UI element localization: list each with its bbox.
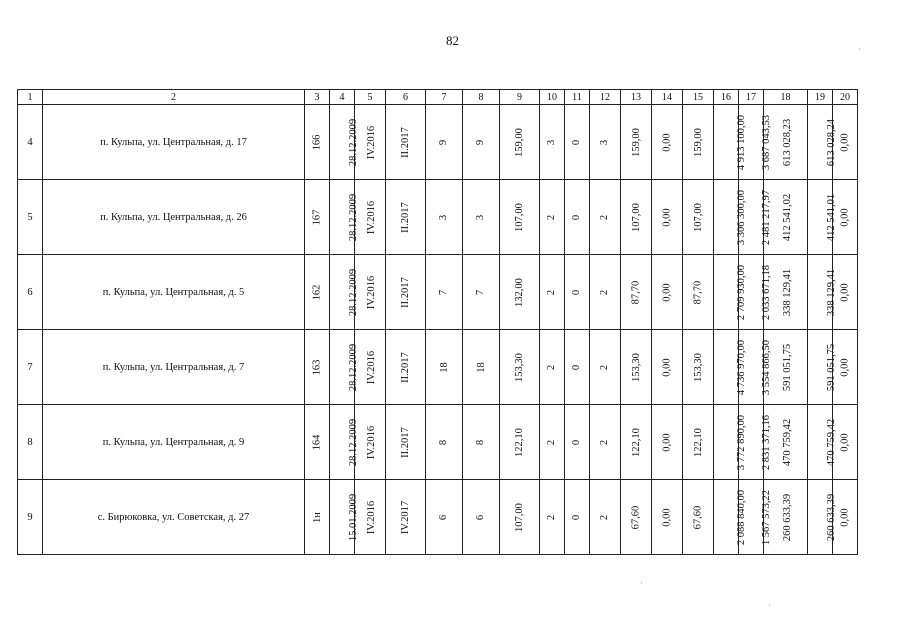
- table-cell: [355, 105, 386, 180]
- table-row: [18, 255, 858, 330]
- table-cell: [330, 255, 360, 330]
- cell-value: 3: [475, 214, 487, 220]
- row-number-cell: 8: [18, 405, 43, 480]
- table-cell: [426, 480, 463, 555]
- table-cell: [540, 405, 565, 480]
- cell-value: 260 633,39: [782, 493, 794, 541]
- cell-value: 0,00: [661, 282, 673, 302]
- cell-value: 2: [546, 514, 558, 520]
- cell-value: 412 541,02: [782, 193, 794, 241]
- scan-speck: ·: [640, 578, 643, 588]
- cell-value: 591 051,75: [782, 343, 794, 391]
- cell-value: 8: [438, 439, 450, 445]
- table-cell: [808, 180, 838, 255]
- header-cell: 16: [714, 90, 739, 105]
- header-cell: 4: [330, 90, 355, 105]
- table-cell: [386, 480, 426, 555]
- header-cell: 7: [426, 90, 463, 105]
- table-cell: [305, 180, 330, 255]
- cell-value: 132,00: [514, 277, 525, 307]
- cell-value: IV.2016: [366, 500, 378, 534]
- cell-value: 122,10: [630, 427, 642, 457]
- cell-value: 2: [599, 214, 611, 220]
- table-cell: [621, 405, 652, 480]
- header-cell: 8: [463, 90, 500, 105]
- table-row: [18, 180, 858, 255]
- cell-value: 412 541,01: [826, 193, 838, 241]
- cell-value: 2: [599, 364, 611, 370]
- address-cell: п. Кульпа, ул. Центральная, д. 7: [43, 330, 305, 405]
- cell-value: 18: [475, 361, 487, 373]
- cell-value: 0,00: [839, 207, 851, 227]
- cell-value: 87,70: [630, 280, 642, 304]
- cell-value: 2: [546, 289, 558, 295]
- cell-value: 0,00: [661, 357, 673, 377]
- cell-value: 613 028,24: [826, 118, 838, 166]
- table-cell: [330, 405, 360, 480]
- cell-value: 2: [599, 289, 611, 295]
- table-cell: [714, 405, 748, 480]
- table-cell: [683, 180, 714, 255]
- cell-value: 153,30: [692, 352, 704, 382]
- cell-value: 4 736 970,00: [736, 339, 748, 395]
- row-number-cell: 4: [18, 105, 43, 180]
- cell-value: 2: [546, 364, 558, 370]
- table-cell: [714, 480, 748, 555]
- table-cell: [386, 405, 426, 480]
- header-cell: 2: [43, 90, 305, 105]
- row-number-cell: 5: [18, 180, 43, 255]
- cell-value: 67,60: [692, 505, 704, 529]
- cell-value: II.2017: [400, 276, 411, 308]
- cell-value: 2 033 671,18: [761, 264, 773, 320]
- table-cell: [540, 480, 565, 555]
- cell-value: 28.12.2009: [348, 343, 360, 391]
- table-cell: [500, 105, 540, 180]
- table-cell: [305, 105, 330, 180]
- address-cell: п. Кульпа, ул. Центральная, д. 17: [43, 105, 305, 180]
- cell-value: 613 028,23: [782, 118, 794, 166]
- table-cell: [714, 255, 748, 330]
- cell-value: 2: [599, 514, 611, 520]
- table-row: [18, 105, 858, 180]
- header-cell: 18: [764, 90, 808, 105]
- cell-value: 2: [546, 214, 558, 220]
- cell-value: 107,00: [514, 502, 525, 532]
- cell-value: 2 481 217,97: [761, 189, 773, 245]
- cell-value: 28.12.2009: [348, 268, 360, 316]
- cell-value: 7: [475, 289, 487, 295]
- cell-value: 4 913 100,00: [736, 114, 748, 170]
- table-cell: [590, 180, 621, 255]
- table-cell: [355, 330, 386, 405]
- table-cell: [808, 255, 838, 330]
- table-cell: [565, 330, 590, 405]
- table-cell: [330, 480, 360, 555]
- header-cell: 6: [386, 90, 426, 105]
- cell-value: II.2017: [400, 426, 411, 458]
- table-cell: [500, 180, 540, 255]
- header-cell: 14: [652, 90, 683, 105]
- cell-value: 67,60: [630, 505, 642, 529]
- header-cell: 13: [621, 90, 652, 105]
- table-cell: [426, 255, 463, 330]
- table-cell: [386, 180, 426, 255]
- cell-value: 3 306 300,00: [736, 189, 748, 245]
- scan-speck: ·: [768, 600, 771, 610]
- cell-value: IV.2016: [366, 125, 378, 159]
- cell-value: 338 129,41: [826, 268, 838, 316]
- table-cell: [463, 255, 500, 330]
- cell-value: IV.2016: [366, 350, 378, 384]
- table-cell: [590, 330, 621, 405]
- cell-value: 87,70: [692, 280, 704, 304]
- cell-value: 1н: [311, 511, 323, 523]
- cell-value: 159,00: [514, 127, 525, 157]
- cell-value: IV.2016: [366, 275, 378, 309]
- address-cell: п. Кульпа, ул. Центральная, д. 5: [43, 255, 305, 330]
- cell-value: 166: [311, 134, 323, 150]
- header-cell: 12: [590, 90, 621, 105]
- header-row: [18, 90, 858, 105]
- cell-value: 162: [311, 284, 323, 300]
- table-cell: [426, 105, 463, 180]
- table-cell: [808, 105, 838, 180]
- header-cell: 3: [305, 90, 330, 105]
- table-cell: [714, 180, 748, 255]
- cell-value: 6: [475, 514, 487, 520]
- table-cell: [305, 405, 330, 480]
- table-cell: [305, 480, 330, 555]
- table-cell: [652, 330, 683, 405]
- table-cell: [652, 480, 683, 555]
- table-cell: [386, 255, 426, 330]
- cell-value: 159,00: [692, 127, 704, 157]
- table-cell: [652, 105, 683, 180]
- cell-value: IV.2016: [366, 200, 378, 234]
- cell-value: 0,00: [839, 432, 851, 452]
- table-body: [18, 90, 858, 555]
- cell-value: 0,00: [839, 357, 851, 377]
- table-cell: [463, 480, 500, 555]
- cell-value: 0,00: [661, 132, 673, 152]
- cell-value: 153,30: [630, 352, 642, 382]
- cell-value: 153,30: [514, 352, 525, 382]
- table-cell: [540, 330, 565, 405]
- row-number-cell: 6: [18, 255, 43, 330]
- cell-value: 3: [438, 214, 450, 220]
- cell-value: II.2017: [400, 201, 411, 233]
- header-cell: 10: [540, 90, 565, 105]
- table-cell: [500, 330, 540, 405]
- cell-value: 470 759,42: [782, 418, 794, 466]
- table-cell: [500, 405, 540, 480]
- cell-value: 2: [546, 439, 558, 445]
- cell-value: 163: [311, 359, 323, 375]
- cell-value: 591 051,75: [826, 343, 838, 391]
- table-cell: [683, 405, 714, 480]
- table-cell: [590, 480, 621, 555]
- cell-value: 0: [571, 439, 583, 445]
- cell-value: 0,00: [661, 432, 673, 452]
- table-cell: [565, 255, 590, 330]
- scan-speck: ·: [858, 44, 861, 54]
- header-cell: 19: [808, 90, 833, 105]
- cell-value: IV.2016: [366, 425, 378, 459]
- cell-value: 28.12.2009: [348, 193, 360, 241]
- address-cell: п. Кульпа, ул. Центральная, д. 26: [43, 180, 305, 255]
- cell-value: 0: [571, 139, 583, 145]
- cell-value: 470 759,42: [826, 418, 838, 466]
- table-cell: [714, 105, 748, 180]
- table-cell: [540, 105, 565, 180]
- cell-value: 0,00: [839, 132, 851, 152]
- cell-value: 0: [571, 514, 583, 520]
- table-cell: [621, 480, 652, 555]
- header-cell: 5: [355, 90, 386, 105]
- cell-value: II.2017: [400, 126, 411, 158]
- table-cell: [305, 255, 330, 330]
- cell-value: 15.01.2009: [348, 493, 360, 541]
- table-cell: [540, 255, 565, 330]
- cell-value: 260 633,39: [826, 493, 838, 541]
- table-cell: [463, 105, 500, 180]
- table-cell: [590, 405, 621, 480]
- cell-value: 2 831 371,16: [761, 414, 773, 470]
- cell-value: 122,10: [692, 427, 704, 457]
- cell-value: 107,00: [514, 202, 525, 232]
- cell-value: 6: [438, 514, 450, 520]
- table-cell: [330, 105, 360, 180]
- table-cell: [565, 105, 590, 180]
- cell-value: 0,00: [661, 207, 673, 227]
- table-cell: [565, 180, 590, 255]
- table-cell: [355, 180, 386, 255]
- cell-value: 0: [571, 214, 583, 220]
- address-cell: п. Кульпа, ул. Центральная, д. 9: [43, 405, 305, 480]
- table-cell: [808, 330, 838, 405]
- cell-value: 18: [438, 361, 450, 373]
- cell-value: 2: [599, 439, 611, 445]
- table-cell: [305, 330, 330, 405]
- cell-value: 0: [571, 289, 583, 295]
- page-number: 82: [446, 33, 459, 48]
- table-cell: [683, 255, 714, 330]
- header-cell: 15: [683, 90, 714, 105]
- table-cell: [565, 405, 590, 480]
- cell-value: IV.2017: [399, 500, 411, 534]
- cell-value: 338 129,41: [782, 268, 794, 316]
- table-cell: [683, 105, 714, 180]
- table-cell: [355, 255, 386, 330]
- header-cell: 20: [833, 90, 858, 105]
- table-cell: [330, 330, 360, 405]
- table-cell: [683, 480, 714, 555]
- data-table: [17, 89, 858, 555]
- cell-value: 107,00: [630, 202, 642, 232]
- table-cell: [565, 480, 590, 555]
- cell-value: 3 687 043,53: [761, 114, 773, 170]
- table-cell: [426, 180, 463, 255]
- table-row: [18, 330, 858, 405]
- header-cell: 1: [18, 90, 43, 105]
- table-cell: [652, 255, 683, 330]
- cell-value: 3 772 890,00: [736, 414, 748, 470]
- table-row: [18, 405, 858, 480]
- cell-value: 3: [599, 139, 611, 145]
- table-cell: [426, 405, 463, 480]
- table-row: [18, 480, 858, 555]
- header-cell: 9: [500, 90, 540, 105]
- cell-value: 28.12.2009: [348, 418, 360, 466]
- cell-value: 9: [438, 139, 450, 145]
- cell-value: 122,10: [514, 427, 525, 457]
- cell-value: II.2017: [400, 351, 411, 383]
- table-cell: [500, 480, 540, 555]
- cell-value: 2 088 840,00: [736, 489, 748, 545]
- cell-value: 159,00: [630, 127, 642, 157]
- row-number-cell: 7: [18, 330, 43, 405]
- cell-value: 0,00: [661, 507, 673, 527]
- table-cell: [463, 180, 500, 255]
- cell-value: 3 554 866,50: [761, 339, 773, 395]
- header-cell: 17: [739, 90, 764, 105]
- table-cell: [683, 330, 714, 405]
- cell-value: 0: [571, 364, 583, 370]
- row-number-cell: 9: [18, 480, 43, 555]
- table-cell: [808, 405, 838, 480]
- cell-value: 28.12.2009: [348, 118, 360, 166]
- cell-value: 8: [475, 439, 487, 445]
- table-cell: [652, 180, 683, 255]
- table-cell: [590, 105, 621, 180]
- cell-value: 2 709 930,00: [736, 264, 748, 320]
- table-cell: [330, 180, 360, 255]
- cell-value: 164: [311, 434, 323, 450]
- cell-value: 9: [475, 139, 487, 145]
- table-cell: [355, 480, 386, 555]
- address-cell: с. Бирюковка, ул. Советская, д. 27: [43, 480, 305, 555]
- table-cell: [652, 405, 683, 480]
- table-cell: [426, 330, 463, 405]
- table-cell: [714, 330, 748, 405]
- cell-value: 167: [311, 209, 323, 225]
- table-cell: [500, 255, 540, 330]
- cell-value: 1 567 573,22: [761, 489, 773, 545]
- cell-value: 0,00: [839, 507, 851, 527]
- table-cell: [808, 480, 838, 555]
- table-cell: [621, 105, 652, 180]
- cell-value: 3: [546, 139, 558, 145]
- table-cell: [355, 405, 386, 480]
- cell-value: 0,00: [839, 282, 851, 302]
- table-cell: [621, 330, 652, 405]
- table-cell: [621, 255, 652, 330]
- table-cell: [621, 180, 652, 255]
- header-cell: 11: [565, 90, 590, 105]
- table-cell: [463, 330, 500, 405]
- table-cell: [540, 180, 565, 255]
- table-cell: [386, 330, 426, 405]
- table-cell: [386, 105, 426, 180]
- table-cell: [463, 405, 500, 480]
- cell-value: 7: [438, 289, 450, 295]
- table-cell: [590, 255, 621, 330]
- cell-value: 107,00: [692, 202, 704, 232]
